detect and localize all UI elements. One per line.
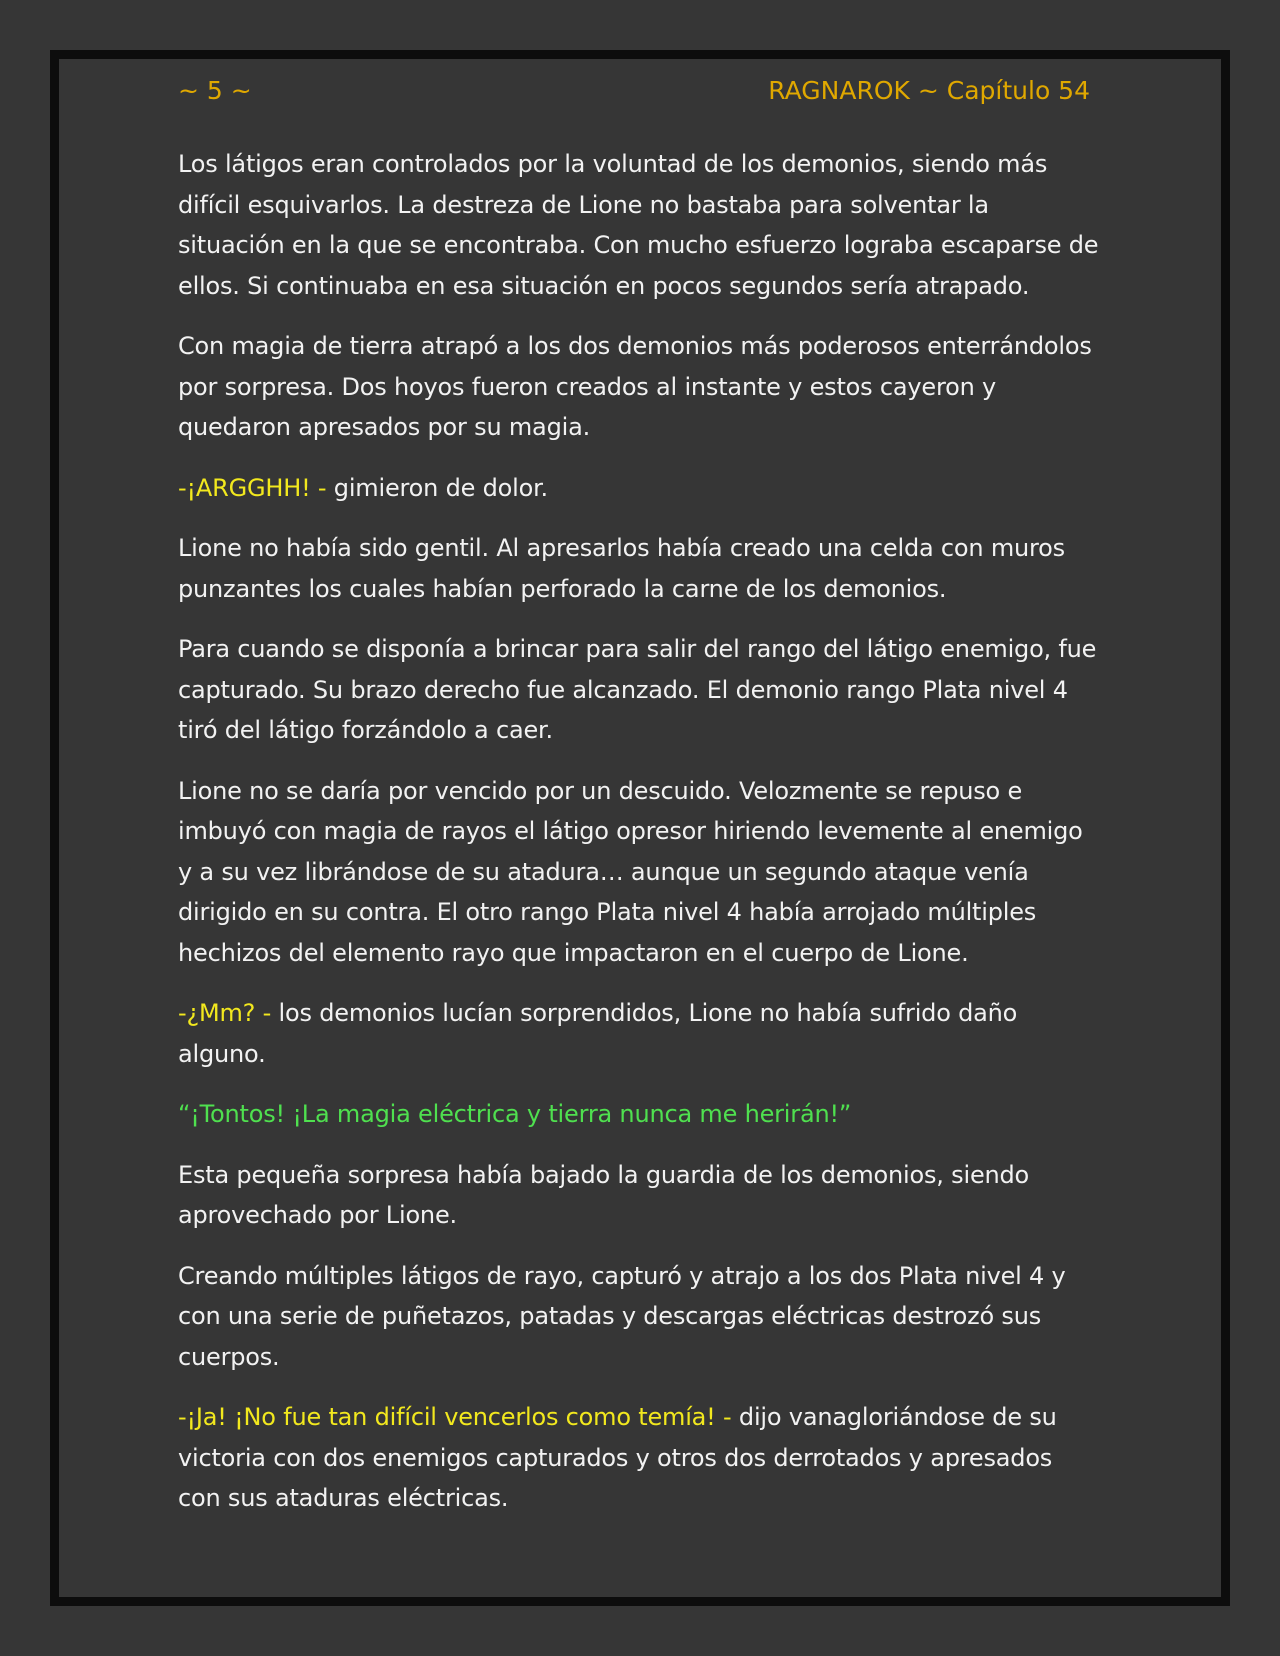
page-number: ~ 5 ~ bbox=[178, 76, 252, 105]
dialog-line: -¡ARGGHH! - bbox=[178, 473, 327, 502]
paragraph-dialog bbox=[178, 993, 1100, 1074]
paragraph: Con magia de tierra atrapó a los dos demonios más poderosos enterrándolos por sorpresa. Dos hoyos fueron creados al instante y estos cayeron y quedaron apresados por su magia. bbox=[178, 332, 1092, 441]
narration: dijo vanagloriándose de su victoria con dos enemigos capturados y otros dos derrotados y apresados con sus ataduras eléctricas. bbox=[178, 1403, 1057, 1512]
running-title: RAGNAROK ~ Capítulo 54 bbox=[768, 76, 1090, 105]
dialog-line: -¡Ja! ¡No fue tan difícil vencerlos como temía! - bbox=[178, 1403, 732, 1431]
paragraph: Esta pequeña sorpresa había bajado la guardia de los demonios, siendo aprovechado por Lione. bbox=[178, 1160, 1030, 1229]
chapter-text bbox=[178, 144, 1100, 1539]
paragraph-dialog bbox=[178, 1397, 1100, 1519]
paragraph: Lione no había sido gentil. Al apresarlos había creado una celda con muros punzantes los cuales habían perforado la carne de los demonios. bbox=[178, 534, 1065, 603]
page-header bbox=[178, 76, 1090, 110]
narration: gimieron de dolor. bbox=[326, 473, 548, 502]
paragraph: Los látigos eran controlados por la voluntad de los demonios, siendo más difícil esquivarlos. La destreza de Lione no bastaba para solventar la situación en la que se encontraba. Con mucho esfuerzo lograba escaparse de ellos. Si continuaba en esa situación en pocos segundos sería atrapado. bbox=[178, 150, 1099, 300]
paragraph: Creando múltiples látigos de rayo, capturó y atrajo a los dos Plata nivel 4 y con una serie de puñetazos, patadas y descargas eléctricas destrozó sus cuerpos. bbox=[178, 1261, 1066, 1371]
paragraph-dialog bbox=[178, 468, 1100, 509]
thought-line: “¡Tontos! ¡La magia eléctrica y tierra nunca me herirán!” bbox=[178, 1100, 852, 1128]
narration: los demonios lucían sorprendidos, Lione no había sufrido daño alguno. bbox=[178, 999, 1018, 1068]
dialog-line: -¿Mm? - bbox=[178, 999, 272, 1027]
paragraph: Para cuando se disponía a brincar para salir del rango del látigo enemigo, fue capturado. Su brazo derecho fue alcanzado. El demonio rango Plata nivel 4 tiró del látigo forzándolo a caer. bbox=[178, 635, 1097, 744]
paragraph: Lione no se daría por vencido por un descuido. Velozmente se repuso e imbuyó con magia de rayos el látigo opresor hiriendo levemente al enemigo y a su vez librándose de su atadura… aunque un segundo ataque venía dirigido en su contra. El otro rango Plata nivel 4 había arrojado múltiples hechizos del elemento rayo que impactaron en el cuerpo de Lione. bbox=[178, 776, 1083, 967]
